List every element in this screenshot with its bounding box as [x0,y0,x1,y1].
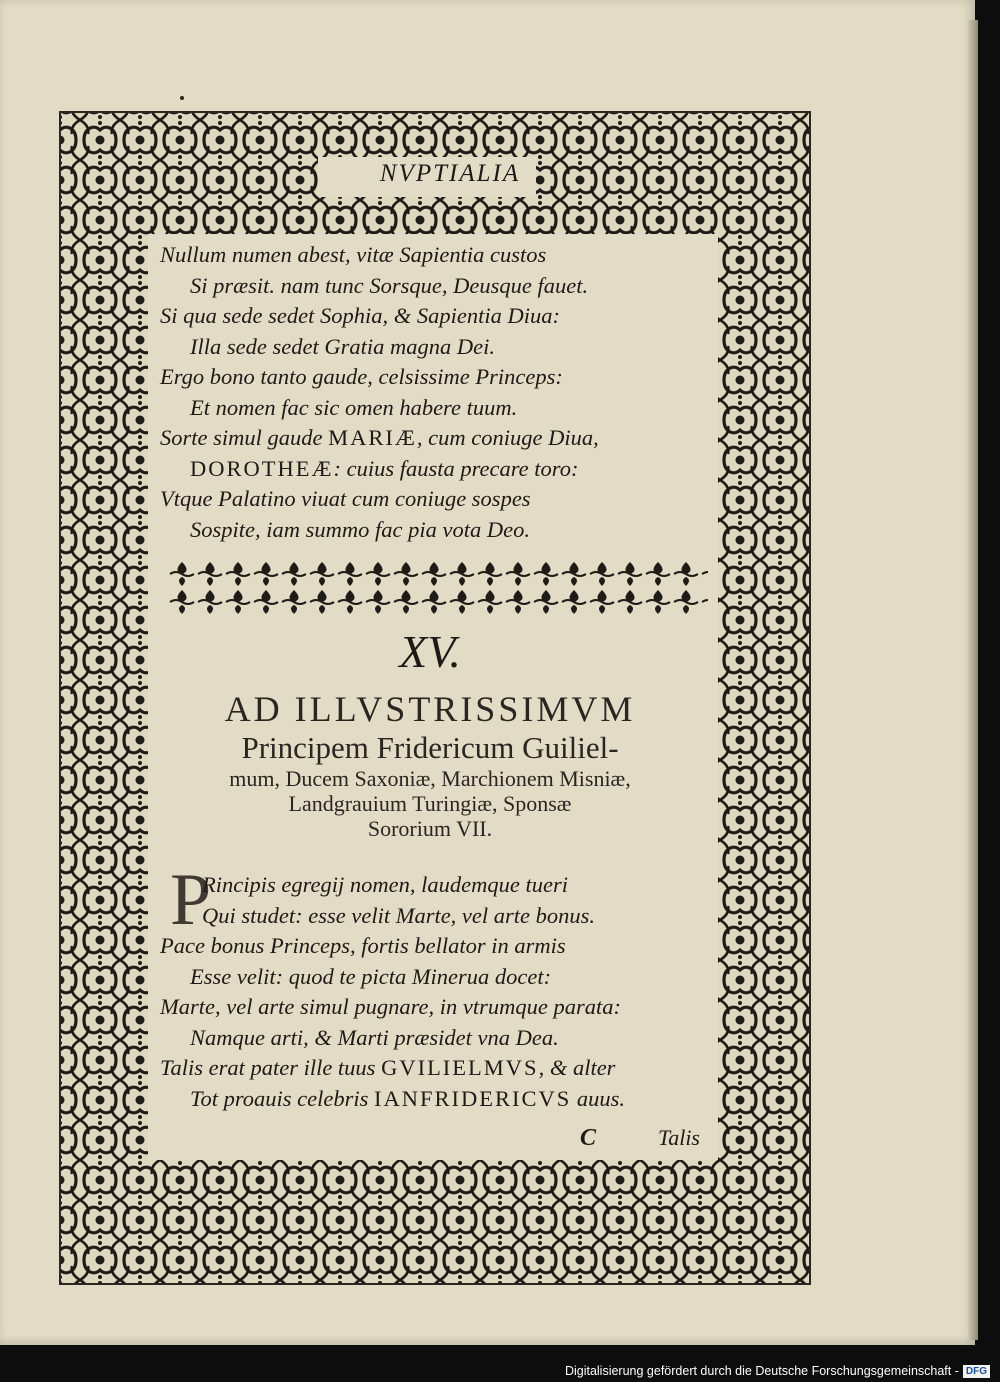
verse-line [160,362,700,393]
verse-text: Esse velit: quod te picta Minerua docet: [190,963,552,989]
verse-line [160,271,700,302]
verse-line [160,931,700,962]
verse-text: Si præsit. nam tunc Sorsque, Deusque fauet. [190,272,589,298]
verse-text: Si qua sede sedet Sophia, & Sapientia Diua: [160,303,560,328]
verse-text: Vtque Palatino viuat cum coniuge sospes [160,486,531,511]
verse-text: Sorte simul gaude [160,425,329,450]
ink-speck [180,96,184,100]
verse-text: Marte, vel arte simul pugnare, in vtrumque parata: [160,994,621,1019]
title-line-3: Landgrauium Turingiæ, Sponsæ [288,791,572,816]
verse-line [160,1084,700,1115]
verse-line [160,393,700,424]
title-line-4: Sororium VII. [367,816,493,841]
verse-text: Pace bonus Princeps, fortis bellator in armis [160,933,566,958]
verse-text: Ergo bono tanto gaude, celsissime Princeps: [160,364,563,389]
verse-line [160,301,700,332]
verse-name-caps: DOROTHEÆ [190,455,334,481]
verse-name-caps: GVILIELMVS [381,1055,539,1080]
poem-title [150,688,710,841]
verse-text: Namque arti, & Marti præsidet vna Dea. [190,1024,559,1050]
verse-line [160,901,700,932]
verse-text: auus. [571,1085,626,1111]
dfg-logo: DFG [963,1365,990,1378]
verse-name-caps: IANFRIDERICVS [373,1085,572,1111]
title-line-1: Principem Fridericum Guiliel- [241,730,619,765]
verse-line [160,454,700,485]
title-caps-line: AD ILLVSTRISSIMVM [224,689,636,729]
verse-line [160,1023,700,1054]
verse-line [160,1053,700,1084]
section-number: XV. [399,626,461,677]
verse-line [160,332,700,363]
verse-text: , & alter [538,1055,616,1080]
verse-text: Illa sede sedet Gratia magna Dei. [190,333,495,359]
verse-line [160,870,700,901]
verse-text: Qui studet: esse velit Marte, vel arte bonus. [202,902,596,928]
verse-text: Et nomen fac sic omen habere tuum. [190,394,518,420]
verse-line [160,423,700,454]
verse-text: Rincipis egregij nomen, laudemque tueri [202,872,568,897]
verse-line [160,515,700,546]
fleuron-ornament-rule [168,560,708,620]
verse-line [160,484,700,515]
verse-line [160,240,700,271]
page-edge-shadow [968,20,978,1340]
funding-notice [565,1364,990,1378]
signature-mark: C [580,1125,597,1151]
verse-line [160,962,700,993]
title-line-2: mum, Ducem Saxoniæ, Marchionem Misniæ, [229,766,631,791]
page-footer-marks [540,1125,710,1157]
verse-text: : cuius fausta precare toro: [333,455,579,481]
verse-block-upper [160,240,700,545]
verse-text: Nullum numen abest, vitæ Sapientia custos [160,242,547,267]
verse-text: Tot proauis celebris [190,1085,374,1111]
running-head: NVPTIALIA [379,160,521,187]
verse-line [160,992,700,1023]
verse-text: , cum coniuge Diua, [416,425,599,450]
verse-text: Sospite, iam summo fac pia vota Deo. [190,516,530,542]
verse-block-lower [160,870,700,1114]
funding-text: Digitalisierung gefördert durch die Deutsche Forschungsgemeinschaft - [564,1364,959,1378]
verse-name-caps: MARIÆ [328,425,417,450]
drop-capital: P [170,859,212,941]
catchword: Talis [657,1125,700,1150]
verse-text: Talis erat pater ille tuus [160,1055,382,1080]
